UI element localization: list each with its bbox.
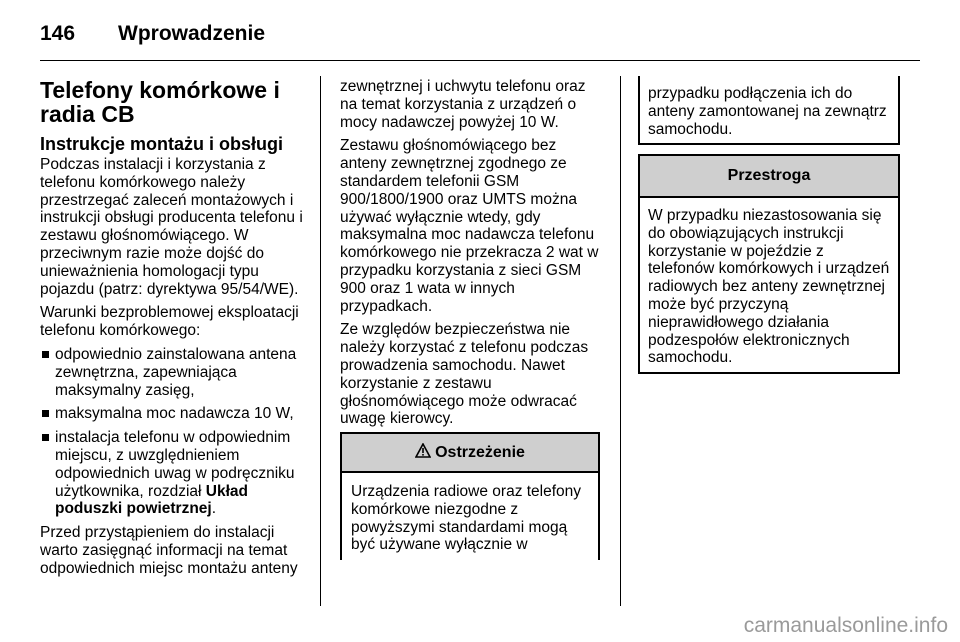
column-left bbox=[40, 78, 308, 584]
caution-box bbox=[638, 154, 900, 374]
bullet-square-icon bbox=[42, 351, 49, 358]
bullet-square-icon bbox=[42, 434, 49, 441]
column-divider bbox=[620, 76, 621, 606]
section-title: Telefony komórkowe i radia CB bbox=[40, 77, 280, 127]
paragraph: Zestawu głośnomówiącego bez anteny zewnętrznej zgodnego ze standardem telefonii GSM 900/1800/1900 oraz UMTS można używać wyłącznie wtedy, gdy maksymalna moc nadawcza telefonu komórkowego nie przekracza 2 wat w przypadku korzystania z sieci GSM 900 oraz 1 wata w innych przypadkach. bbox=[340, 137, 599, 315]
subsection-title: Instrukcje montażu i obsługi bbox=[40, 134, 284, 154]
column-divider bbox=[320, 76, 321, 606]
column-middle bbox=[340, 78, 602, 434]
warning-continuation-box bbox=[638, 76, 900, 145]
page-title: Wprowadzenie bbox=[118, 22, 266, 45]
warning-header bbox=[342, 434, 598, 473]
watermark: carmanualsonline.info bbox=[743, 614, 948, 637]
header-rule bbox=[40, 60, 920, 61]
warning-triangle-icon bbox=[415, 443, 431, 463]
paragraph: Podczas instalacji i korzystania z telefonu komórkowego należy przestrzegać zaleceń montażowych i instrukcji obsługi producenta telefonu i zestawu głośnomówiącego. W przeciwnym razie może dojść do unieważnienia homologacji typu pojazdu (patrz: dyrektywa 95/54/WE). bbox=[40, 156, 303, 298]
warning-box bbox=[340, 432, 600, 560]
page-number: 146 bbox=[40, 22, 76, 45]
list-item: instalacja telefonu w odpowiednim miejscu, z uwzględnieniem odpowiednich uwag w podręczniku użytkownika, rozdział Układ poduszki powietrznej. bbox=[40, 429, 308, 518]
paragraph: zewnętrznej i uchwytu telefonu oraz na temat korzystania z urządzeń o mocy nadawczej powyżej 10 W. bbox=[340, 78, 586, 131]
warning-continuation-text: przypadku podłączenia ich do anteny zamontowanej na zewnątrz samochodu. bbox=[648, 85, 887, 138]
bullet-square-icon bbox=[42, 410, 49, 417]
caution-header: Przestroga bbox=[640, 156, 898, 198]
warning-text: Urządzenia radiowe oraz telefony komórkowe niezgodne z powyższymi standardami mogą być używane wyłącznie w bbox=[351, 483, 582, 554]
bullet-list bbox=[40, 346, 308, 518]
warning-title: Ostrzeżenie bbox=[435, 443, 525, 461]
list-item: maksymalna moc nadawcza 10 W, bbox=[40, 405, 308, 423]
paragraph: Warunki bezproblemowej eksploatacji telefonu komórkowego: bbox=[40, 304, 299, 340]
caution-text: W przypadku niezastosowania się do obowiązujących instrukcji korzystanie w pojeździe z telefonów komórkowych i urządzeń radiowych bez anteny zewnętrznej może być przyczyną nieprawidłowego działania podzespołów elektronicznych samochodu. bbox=[648, 207, 890, 367]
list-item: odpowiednio zainstalowana antena zewnętrzna, zapewniająca maksymalny zasięg, bbox=[40, 346, 308, 399]
cross-reference: Układ poduszki powietrznej bbox=[55, 482, 248, 518]
paragraph: Przed przystąpieniem do instalacji warto zasięgnąć informacji na temat odpowiednich miejsc montażu anteny bbox=[40, 524, 298, 577]
paragraph: Ze względów bezpieczeństwa nie należy korzystać z telefonu podczas prowadzenia samochodu. Nawet korzystanie z zestawu głośnomówiącego może odwracać uwagę kierowcy. bbox=[340, 321, 589, 428]
